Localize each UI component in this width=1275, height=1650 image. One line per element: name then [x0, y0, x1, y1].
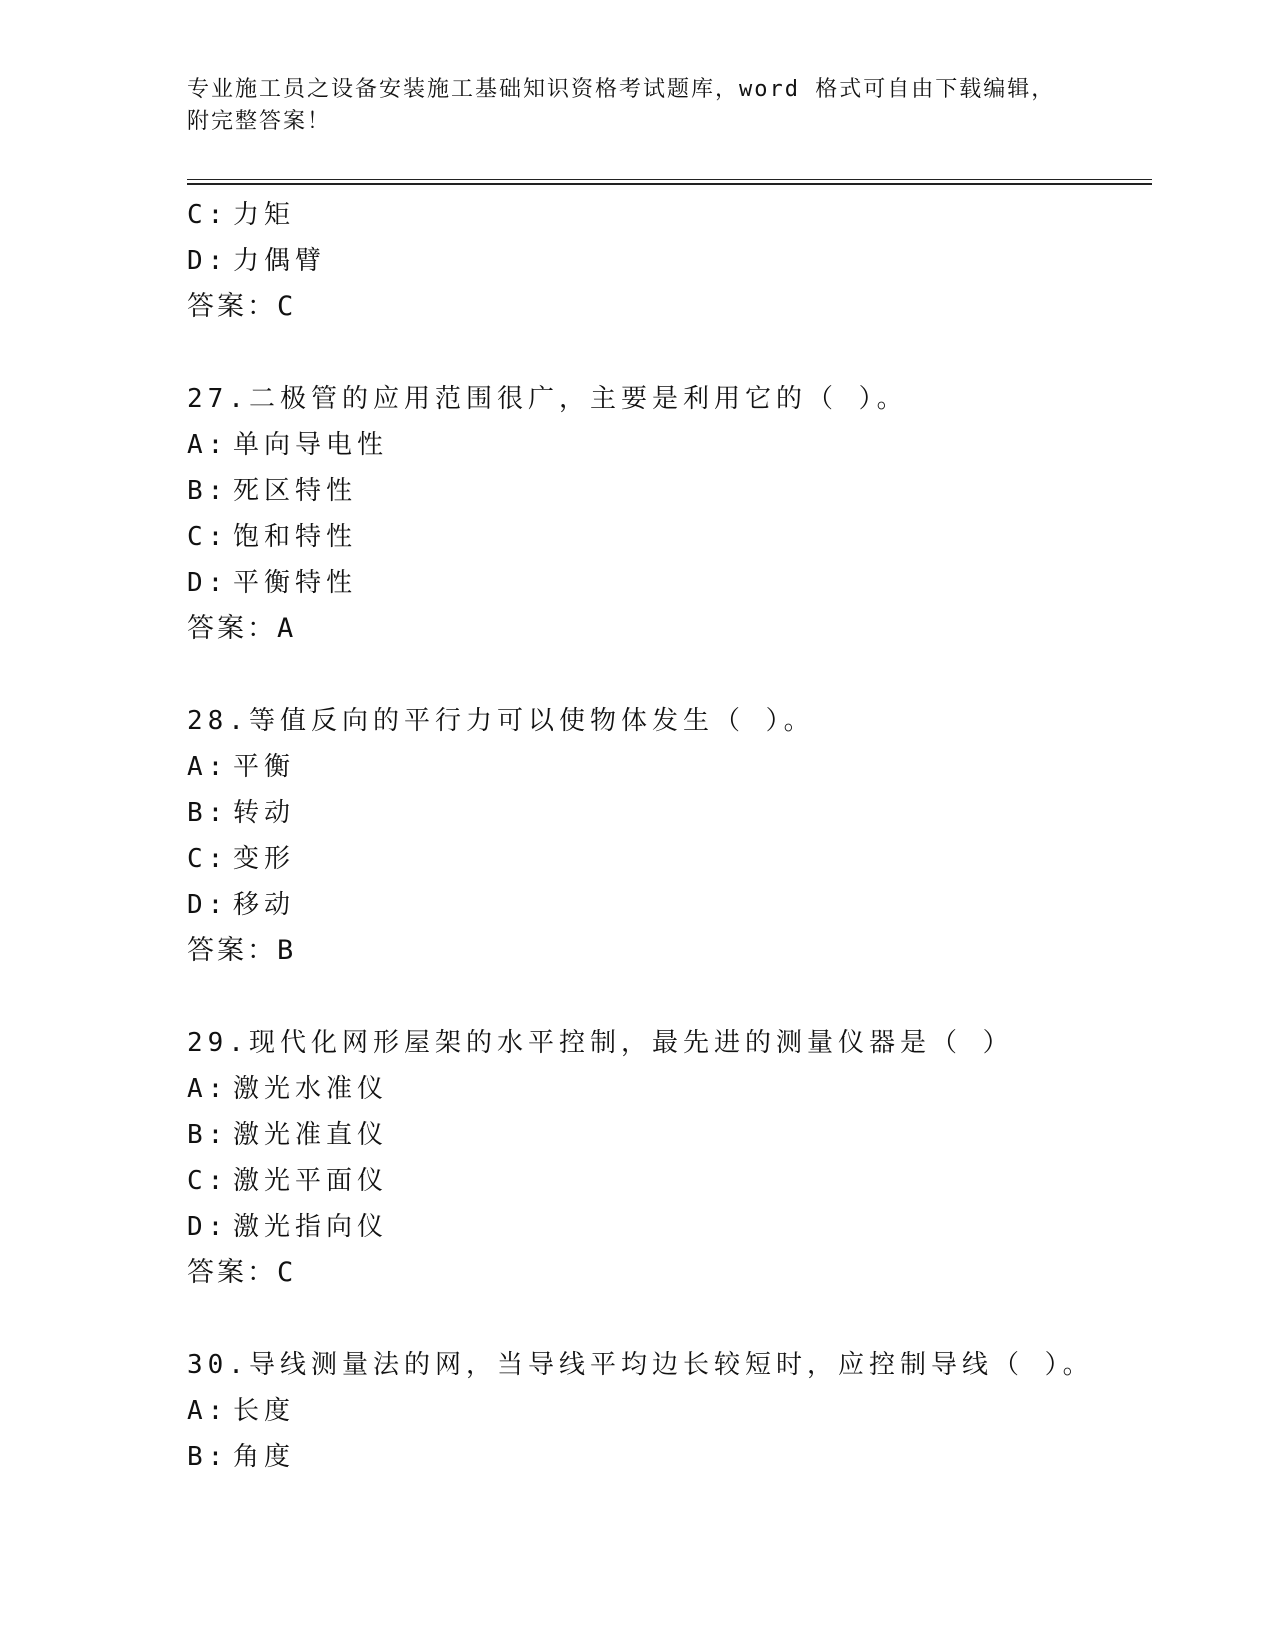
- question-list: [187, 192, 1147, 1480]
- answer-label: 答案：: [187, 613, 277, 644]
- option-text: 单向导电性: [233, 430, 389, 460]
- question-stem: 28.等值反向的平行力可以使物体发生（ ）。: [187, 706, 815, 736]
- option-d: [187, 1204, 1147, 1250]
- answer-value: C: [277, 1257, 297, 1288]
- option-text: 角度: [233, 1442, 296, 1472]
- option-key: D:: [187, 890, 229, 920]
- option-key: D:: [187, 246, 229, 276]
- spacer: [187, 652, 1147, 698]
- option-key: B:: [187, 1120, 229, 1150]
- option-key: C:: [187, 1166, 229, 1196]
- option-key: A:: [187, 430, 229, 460]
- option-b: [187, 1112, 1147, 1158]
- option-c: [187, 836, 1147, 882]
- option-text: 力矩: [233, 200, 296, 230]
- spacer: [187, 1296, 1147, 1342]
- option-c: [187, 1158, 1147, 1204]
- option-key: D:: [187, 568, 229, 598]
- document-header: [187, 74, 1087, 138]
- option-b: [187, 1434, 1147, 1480]
- header-line-1: 专业施工员之设备安装施工基础知识资格考试题库，word 格式可自由下载编辑，: [187, 77, 1056, 102]
- option-text: 死区特性: [233, 476, 358, 506]
- option-key: C:: [187, 522, 229, 552]
- answer-value: B: [277, 935, 297, 966]
- spacer: [187, 330, 1147, 376]
- spacer: [187, 974, 1147, 1020]
- option-text: 饱和特性: [233, 522, 358, 552]
- answer-label: 答案：: [187, 291, 277, 322]
- header-divider-thick: [187, 183, 1152, 185]
- option-text: 激光平面仪: [233, 1166, 389, 1196]
- option-text: 长度: [233, 1396, 296, 1426]
- option-a: [187, 422, 1147, 468]
- option-d: [187, 882, 1147, 928]
- option-key: A:: [187, 1396, 229, 1426]
- question-28: [187, 698, 1147, 974]
- answer-line: [187, 284, 1147, 330]
- option-text: 激光准直仪: [233, 1120, 389, 1150]
- question-continued: [187, 192, 1147, 330]
- option-text: 激光水准仪: [233, 1074, 389, 1104]
- option-key: B:: [187, 798, 229, 828]
- option-key: B:: [187, 1442, 229, 1472]
- question-29: [187, 1020, 1147, 1296]
- header-divider-thin: [187, 179, 1152, 180]
- answer-value: C: [277, 291, 297, 322]
- option-text: 变形: [233, 844, 296, 874]
- question-stem: 27.二极管的应用范围很广，主要是利用它的（ ）。: [187, 384, 908, 414]
- option-text: 激光指向仪: [233, 1212, 389, 1242]
- option-a: [187, 1066, 1147, 1112]
- question-stem: 30.导线测量法的网，当导线平均边长较短时，应控制导线（ ）。: [187, 1350, 1094, 1380]
- option-b: [187, 468, 1147, 514]
- option-text: 平衡特性: [233, 568, 358, 598]
- answer-label: 答案：: [187, 1257, 277, 1288]
- option-d: [187, 238, 1147, 284]
- option-key: A:: [187, 752, 229, 782]
- option-key: D:: [187, 1212, 229, 1242]
- option-c: [187, 514, 1147, 560]
- option-a: [187, 1388, 1147, 1434]
- option-a: [187, 744, 1147, 790]
- question-stem: 29.现代化网形屋架的水平控制，最先进的测量仪器是（ ）: [187, 1028, 1014, 1058]
- option-b: [187, 790, 1147, 836]
- option-text: 转动: [233, 798, 296, 828]
- option-key: C:: [187, 200, 229, 230]
- question-30: [187, 1342, 1147, 1480]
- option-c: [187, 192, 1147, 238]
- answer-line: [187, 606, 1147, 652]
- option-key: C:: [187, 844, 229, 874]
- answer-label: 答案：: [187, 935, 277, 966]
- option-key: B:: [187, 476, 229, 506]
- option-key: A:: [187, 1074, 229, 1104]
- header-line-2: 附完整答案！: [187, 109, 332, 134]
- option-d: [187, 560, 1147, 606]
- option-text: 移动: [233, 890, 296, 920]
- option-text: 平衡: [233, 752, 296, 782]
- answer-value: A: [277, 613, 297, 644]
- answer-line: [187, 928, 1147, 974]
- option-text: 力偶臂: [233, 246, 327, 276]
- question-27: [187, 376, 1147, 652]
- answer-line: [187, 1250, 1147, 1296]
